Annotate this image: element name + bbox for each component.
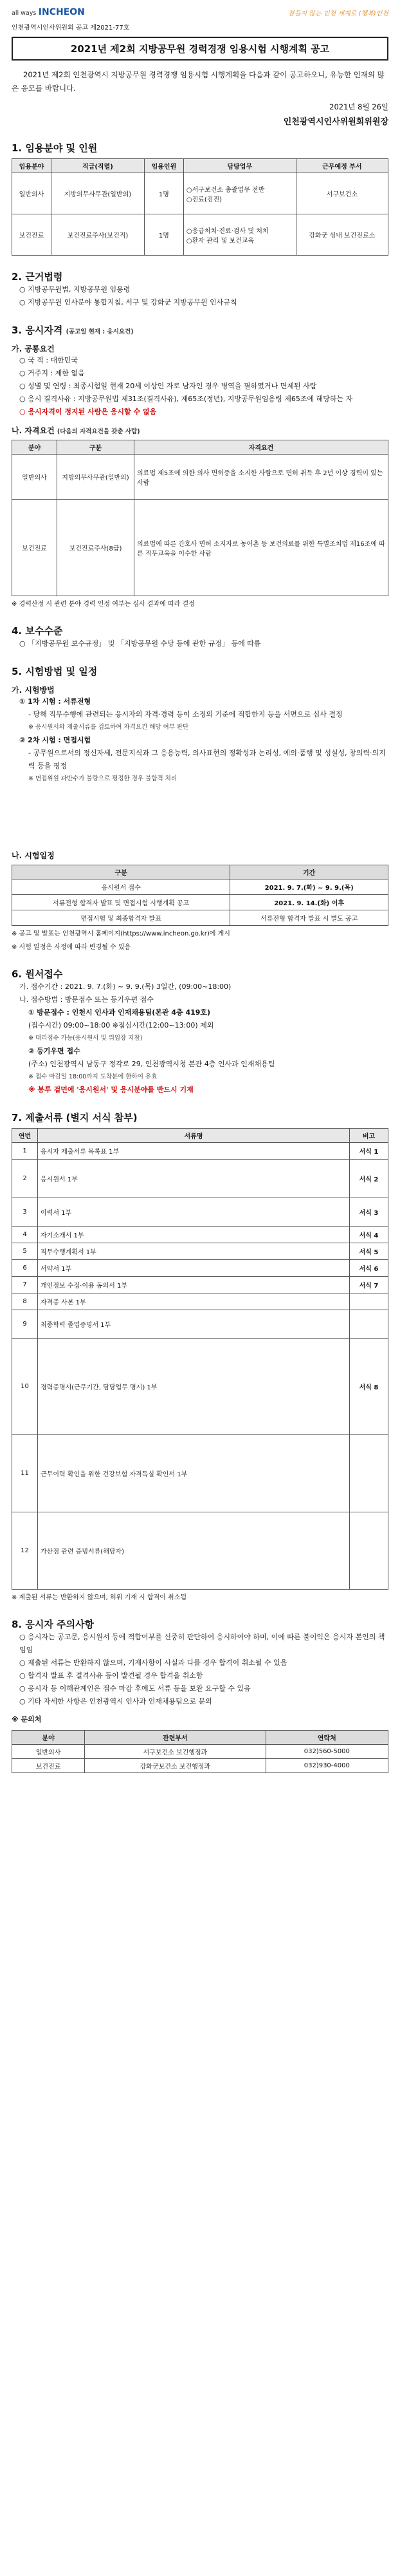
law-item: ○ 지방공무원법, 지방공무원 임용령 xyxy=(19,285,131,294)
col-header: 직급(직렬) xyxy=(51,159,144,173)
exam-step-1-note: ※ 응시원서와 제출서류를 검토하여 자격요건 해당 여부 판단 xyxy=(28,724,189,731)
table-row: 4 자기소개서 1부 서식 4 xyxy=(12,1227,388,1243)
table-row: 8 자격증 사본 1부 xyxy=(12,1293,388,1310)
table-row: 10 경력증명서(근무기간, 담당업무 명시) 1부 서식 8 xyxy=(12,1339,388,1435)
law-item: ○ 지방공무원 인사분야 통합지침, 서구 및 강화군 지방공무원 인사규칙 xyxy=(19,298,237,306)
table-row: 12 가산점 관련 증빙서류(해당자) xyxy=(12,1512,388,1590)
table-row: 서류전형 합격자 발표 및 면접시험 시행계획 공고 2021. 9. 14.(화) 이후 xyxy=(12,895,388,910)
col-header: 임용인원 xyxy=(144,159,183,173)
schedule-table xyxy=(12,865,388,926)
table-row: 7 개인정보 수집·이용 동의서 1부 서식 7 xyxy=(12,1277,388,1293)
exam-step-2-note: ※ 면접위원 과반수가 불량으로 평정한 경우 불합격 처리 xyxy=(28,775,177,782)
table-row: 보건진료 보건진료주사(보건직) 1명 ○응급처치·진료·검사 및 처치 ○환자 관리 및 보건교육 강화군 섬내 보건진료소 xyxy=(12,214,388,256)
subsection-qualification: 나. 자격요건 (다음의 자격요건을 갖춘 사람) xyxy=(12,426,140,435)
caution-item: ○ 제출된 서류는 반환하지 않으며, 기재사항이 사실과 다를 경우 합격이 취소될 수 있음 xyxy=(19,1659,287,1667)
documents-table xyxy=(12,1128,388,1590)
contact-heading: ※ 문의처 xyxy=(12,1715,42,1724)
table-row: 일반의사 지방의무사무관(일반의) 의료법 제5조에 의한 의사 면허증을 소지한 사람으로 면허 취득 후 2년 이상 경력이 있는 사람 xyxy=(12,455,388,500)
header-bar xyxy=(12,0,388,21)
page-title: 2021년 제2회 지방공무원 경력경쟁 임용시험 시행계획 공고 xyxy=(12,37,388,61)
post-address: (주소) 인천광역시 남동구 정각로 29, 인천광역시청 본관 4층 인사과 인재채용팀 xyxy=(28,1060,275,1068)
qualification-table xyxy=(12,440,388,596)
post-apply: ② 등기우편 접수 xyxy=(28,1047,80,1055)
pay-text: ○ 「지방공무원 보수규정」 및 「지방공무원 수당 등에 관한 규정」 등에 따름 xyxy=(19,639,261,648)
col-header: 서류명 xyxy=(38,1129,350,1143)
table-row: 일반의사 서구보건소 보건행정과 032)560-5000 xyxy=(12,1745,388,1759)
section-5-heading: 5. 시험방법 및 일정 xyxy=(12,666,98,677)
table-row: 2 응시원서 1부 서식 2 xyxy=(12,1160,388,1198)
caution-item: ○ 합격자 발표 후 결격사유 등이 발견될 경우 합격을 취소함 xyxy=(19,1671,203,1680)
apply-method: 나. 접수방법 : 방문접수 또는 등기우편 접수 xyxy=(19,995,154,1004)
exam-step-1-text: - 당해 직무수행에 관련되는 응시자의 자격·경력 등이 소정의 기준에 적합한지 등을 서면으로 심사 결정 xyxy=(28,710,343,719)
visit-time: (접수시간) 09:00~18:00 ※점심시간(12:00~13:00) 제외 xyxy=(28,1021,214,1029)
caution-item: ○ 응시자는 공고문, 응시원서 등에 적합여부를 신중히 판단하여 응시하여야 하며, 이에 따른 불이익은 응시자 본인의 책임임 xyxy=(19,1633,385,1654)
schedule-note: ※ 시험 일정은 사정에 따라 변경될 수 있음 xyxy=(12,944,131,951)
exam-step-2: ② 2차 시험 : 면접시험 xyxy=(19,736,91,744)
documents-note: ※ 제출된 서류는 반환하지 않으며, 허위 기재 시 합격이 취소됨 xyxy=(12,1594,187,1601)
col-header: 자격요건 xyxy=(134,440,388,455)
col-header: 연번 xyxy=(12,1129,38,1143)
col-header: 분야 xyxy=(12,440,57,455)
contact-table xyxy=(12,1730,388,1773)
table-row: 보건진료 보건진료주사(8급) 의료법에 따른 간호사 면허 소지자로 농어촌 등 보건의료를 위한 특별조치법 제16조에 따른 직무교육을 이수한 사람 xyxy=(12,500,388,596)
qualification-footnote: ※ 경력산정 시 관련 분야 경력 인정 여부는 심사 결과에 따라 결정 xyxy=(12,601,195,608)
table-row: 응시원서 접수 2021. 9. 7.(화) ~ 9. 9.(목) xyxy=(12,879,388,895)
post-warning: ※ 봉투 겉면에 '응시원서' 및 응시분야를 반드시 기재 xyxy=(28,1086,194,1094)
table-row: 11 근무이력 확인을 위한 건강보험 자격득실 확인서 1부 xyxy=(12,1435,388,1512)
post-note: ※ 접수 마감일 18:00까지 도착분에 한하여 유효 xyxy=(28,1073,158,1080)
col-header: 분야 xyxy=(12,1731,85,1745)
caution-item: ○ 응시자 등 이해관계인은 접수 마감 후에도 서류 등을 보완 요구할 수 있음 xyxy=(19,1684,251,1693)
col-header: 담당업무 xyxy=(183,159,296,173)
subsection-common: 가. 공통요건 xyxy=(12,344,55,353)
exam-step-1: ① 1차 시험 : 서류전형 xyxy=(19,697,91,706)
notice-number: 인천광역시인사위원회 공고 제2021-77호 xyxy=(12,24,130,32)
table-row: 5 직무수행계획서 1부 서식 5 xyxy=(12,1243,388,1260)
col-header: 근무예정 부서 xyxy=(296,159,388,173)
req-item: ○ 성별 및 연령 : 최종시험일 현재 20세 이상인 자로 남자인 경우 병역을 필하였거나 면제된 사람 xyxy=(19,382,317,390)
table-row: 1 응시자 제출서류 목록표 1부 서식 1 xyxy=(12,1143,388,1160)
col-header: 연락처 xyxy=(266,1731,388,1745)
visit-note: ※ 대리접수 가능(응시원서 및 위임장 지참) xyxy=(28,1035,143,1042)
table-row: 면접시험 및 최종합격자 발표 서류전형 합격자 발표 시 별도 공고 xyxy=(12,910,388,926)
col-header: 구분 xyxy=(57,440,134,455)
req-item: ○ 응시 결격사유 : 지방공무원법 제31조(결격사유), 제65조(정년), 지방공무원임용령 제65조에 해당하는 자 xyxy=(19,395,353,403)
col-header: 임용분야 xyxy=(12,159,51,173)
table-row: 보건진료 강화군보건소 보건행정과 032)930-4000 xyxy=(12,1759,388,1773)
section-7-heading: 7. 제출서류 (별지 서식 참부) xyxy=(12,1112,138,1123)
table-row: 일반의사 지방의무사무관(일반의) 1명 ○서구보건소 총괄업무 전반 ○진료(검진) 서구보건소 xyxy=(12,173,388,214)
col-header: 비고 xyxy=(350,1129,388,1143)
city-slogan: 잠들지 않는 인천 세계로 (행복)인천 xyxy=(288,10,388,17)
incheon-logo: all ways INCHEON xyxy=(12,7,85,17)
recruitment-table xyxy=(12,158,388,256)
table-row: 3 이력서 1부 서식 3 xyxy=(12,1198,388,1227)
subsection-schedule: 나. 시험일정 xyxy=(12,851,55,860)
section-8-heading: 8. 응시자 주의사항 xyxy=(12,1619,95,1630)
section-2-heading: 2. 근거법령 xyxy=(12,271,63,283)
schedule-note: ※ 공고 및 발표는 인천광역시 홈페이지(https://www.incheon.go.kr)에 게시 xyxy=(12,930,230,937)
section-1-heading: 1. 임용분야 및 인원 xyxy=(12,142,98,154)
issuing-org: 인천광역시인사위원회위원장 xyxy=(283,117,388,127)
intro-paragraph: 2021년 제2회 인천광역시 지방공무원 경력경쟁 임용시험 시행계획을 다음과 같이 공고하오니, 유능한 인재의 많은 응모를 바랍니다. xyxy=(12,70,385,93)
caution-item: ○ 기타 자세한 사항은 인천광역시 인사과 인재채용팀으로 문의 xyxy=(19,1697,212,1706)
table-row: 9 최종학력 졸업증명서 1부 xyxy=(12,1310,388,1339)
subsection-method: 가. 시험방법 xyxy=(12,686,55,695)
req-item: ○ 응시자격이 정지된 사람은 응시할 수 없음 xyxy=(19,408,157,416)
req-item: ○ 거주지 : 제한 없음 xyxy=(19,369,85,377)
col-header: 기간 xyxy=(230,865,388,879)
col-header: 관련부서 xyxy=(85,1731,266,1745)
visit-apply: ① 방문접수 : 인천시 인사과 인재채용팀(본관 4층 419호) xyxy=(28,1008,211,1017)
section-4-heading: 4. 보수수준 xyxy=(12,625,63,637)
section-3-heading: 3. 응시자격 (공고일 현재 : 응시요건) xyxy=(12,324,134,336)
apply-period: 가. 접수기간 : 2021. 9. 7.(화) ~ 9. 9.(목) 3일간, (09:00~18:00) xyxy=(19,982,232,991)
exam-step-2-text: - 공무원으로서의 정신자세, 전문지식과 그 응용능력, 의사표현의 정확성과 논리성, 예의·품행 및 성실성, 창의력·의지력 등을 평정 xyxy=(28,749,386,770)
section-6-heading: 6. 원서접수 xyxy=(12,968,63,980)
notice-date: 2021년 8월 26일 xyxy=(329,102,388,111)
col-header: 구분 xyxy=(12,865,230,879)
req-item: ○ 국 적 : 대한민국 xyxy=(19,356,78,364)
table-row: 6 서약서 1부 서식 6 xyxy=(12,1260,388,1277)
